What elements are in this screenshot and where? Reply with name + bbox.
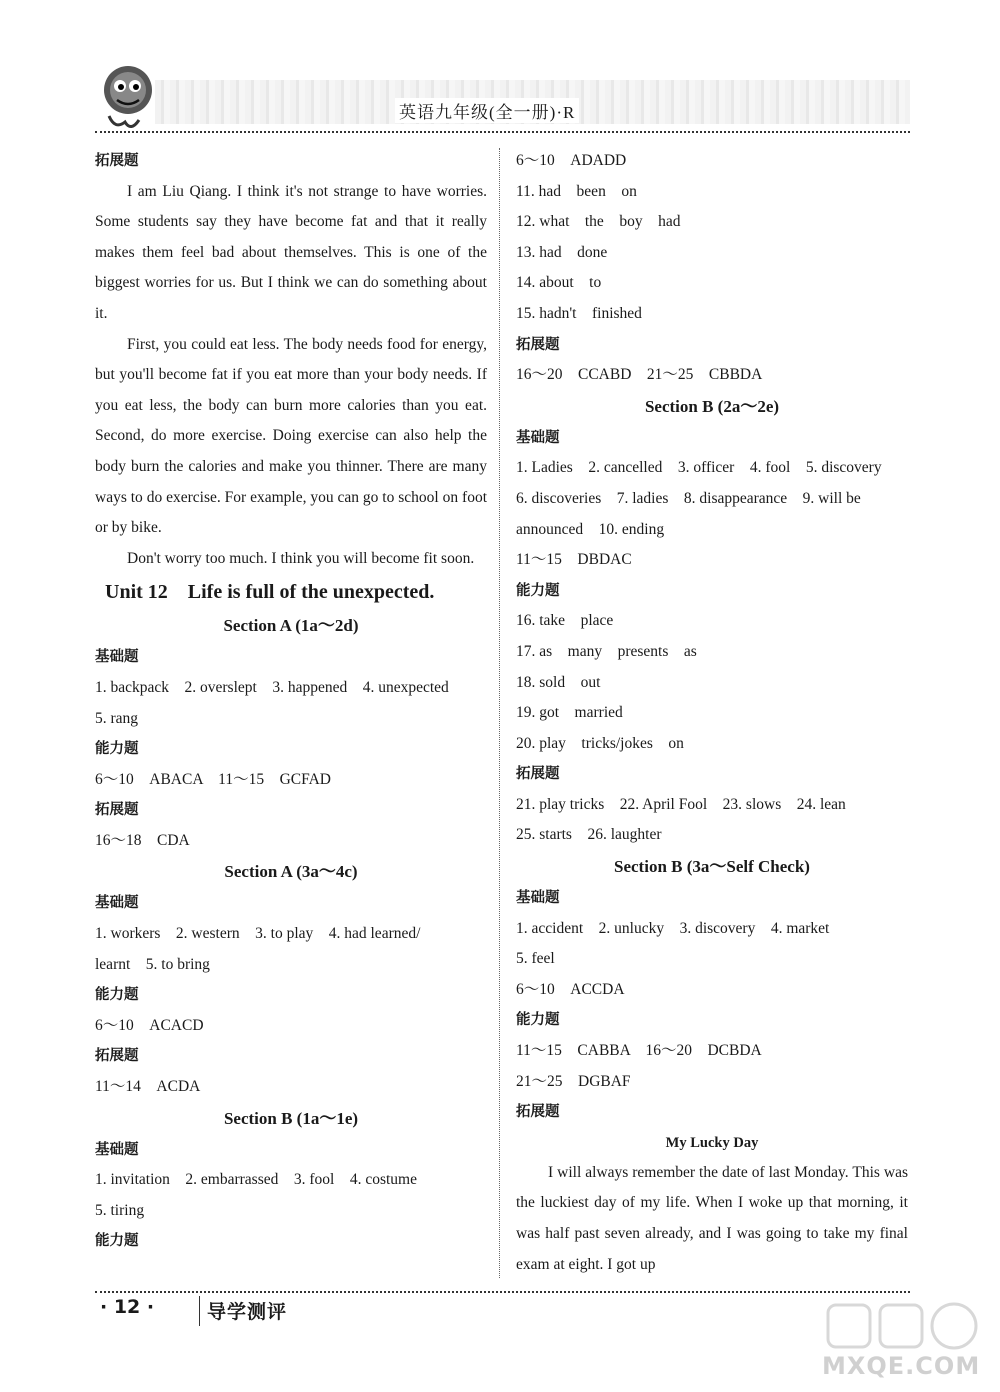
category-label: 能力题 (95, 1233, 139, 1250)
footer-separator (199, 1296, 200, 1326)
column-divider (499, 148, 500, 1278)
answer-line: 11. had been on (516, 182, 637, 200)
story-paragraph: I will always remember the date of last Monday. This was the luckiest day of my life. When I woke up that morning, it was half past seven already, and I was going to take my final exam at eight. I got up (516, 1163, 908, 1273)
answer-line: 5. tiring (95, 1201, 145, 1219)
category-label: 拓展题 (516, 1104, 560, 1121)
answer-line: 11～15 CABBA 16～20 DCBDA (516, 1042, 762, 1060)
category-label: 能力题 (516, 582, 560, 599)
answer-line: 6～10 ADADD (516, 152, 627, 169)
header-divider (95, 131, 910, 133)
answer-line: 13. had done (516, 243, 608, 261)
category-label: 基础题 (95, 1141, 139, 1158)
category-label: 基础题 (516, 890, 560, 907)
answer-line: 6～10 ABACA 11～15 GCFAD (95, 770, 331, 788)
answer-line: announced 10. ending (516, 520, 665, 538)
category-label: 能力题 (95, 741, 139, 758)
answer-line: 21. play tricks 22. April Fool 23. slows 24. lean (516, 795, 846, 813)
answer-line: 11～15 DBDAC (516, 551, 632, 569)
answer-line: 20. play tricks/jokes on (516, 734, 684, 752)
category-label: 基础题 (95, 895, 139, 912)
page-header (95, 60, 910, 132)
answer-line: 17. as many presents as (516, 642, 697, 660)
watermark (808, 1300, 993, 1388)
section-title: Section B (2a～2e) (644, 396, 780, 416)
footer-divider (95, 1291, 910, 1293)
book-title: 英语九年级(全一册)·R (395, 98, 579, 123)
answer-line: 1. workers 2. western 3. to play 4. had learned/ (95, 925, 421, 943)
watermark-logo-icon (808, 1300, 993, 1355)
category-label: 基础题 (95, 649, 139, 666)
category-label: 能力题 (95, 987, 139, 1004)
category-label: 拓展题 (516, 336, 560, 353)
section-title: Section A (3a～4c) (224, 862, 358, 882)
right-column (516, 146, 908, 1280)
footer-brand: 导学测评 (207, 1301, 288, 1323)
answer-line: 1. backpack 2. overslept 3. happened 4. unexpected (95, 678, 449, 696)
answer-line: 6. discoveries 7. ladies 8. disappearance 9. will be (516, 489, 861, 507)
answer-line: 16. take place (516, 612, 614, 630)
page-number: · 12 · (100, 1296, 155, 1318)
answer-line: 6～10 ACACD (95, 1016, 204, 1034)
answer-line: 1. accident 2. unlucky 3. discovery 4. market (516, 919, 830, 937)
essay-paragraph: I am Liu Qiang. I think it's not strange to have worries. Some students say they have become fat and that it really makes them feel bad about themselves. This is one of the biggest worries for us. But I think we can do something about it. (95, 182, 487, 322)
essay-paragraph: Don't worry too much. I think you will become fit soon. (127, 549, 475, 567)
answer-line: 1. invitation 2. embarrassed 3. fool 4. costume (95, 1171, 417, 1189)
section-title: Section B (3a～Self Check) (614, 857, 810, 877)
answer-line: 25. starts 26. laughter (516, 826, 662, 844)
watermark-text: MXQE.COM (822, 1352, 981, 1380)
answer-line: 12. what the boy had (516, 213, 681, 231)
category-label: 拓展题 (95, 1048, 139, 1065)
answer-line: 18. sold out (516, 673, 601, 691)
answer-line: 21～25 DGBAF (516, 1072, 631, 1090)
category-label: 拓展题 (95, 153, 139, 169)
category-label: 拓展题 (516, 766, 560, 783)
answer-line: 1. Ladies 2. cancelled 3. officer 4. fool 5. discovery (516, 459, 882, 477)
section-title: Section B (1a～1e) (223, 1108, 359, 1128)
answer-line: 11～14 ACDA (95, 1078, 201, 1096)
answer-line: learnt 5. to bring (95, 955, 210, 973)
category-label: 基础题 (516, 429, 560, 446)
unit-title: Unit 12 Life is full of the unexpected. (105, 581, 435, 604)
answer-line: 6～10 ACCDA (516, 980, 625, 998)
left-column (95, 146, 487, 1257)
category-label: 拓展题 (95, 802, 139, 819)
category-label: 能力题 (516, 1012, 560, 1029)
answer-line: 19. got married (516, 704, 623, 722)
answer-line: 16～18 CDA (95, 831, 190, 849)
story-title: My Lucky Day (665, 1134, 759, 1151)
answer-line: 5. rang (95, 709, 139, 727)
answer-line: 14. about to (516, 274, 602, 292)
answer-line: 5. feel (516, 950, 555, 968)
section-title: Section A (1a～2d) (223, 616, 359, 636)
answer-line: 16～20 CCABD 21～25 CBBDA (516, 366, 763, 384)
essay-paragraph: First, you could eat less. The body needs food for energy, but you'll become fat if you eat more than your body needs. If you eat less, the body can burn more calories than you eat. Second, do more exercise. Doing exercise can also help the body burn the calories and make you thinner. There are many ways to do exercise. For example, you can go to school on foot or by bike. (95, 335, 487, 537)
answer-line: 15. hadn't finished (516, 304, 642, 322)
